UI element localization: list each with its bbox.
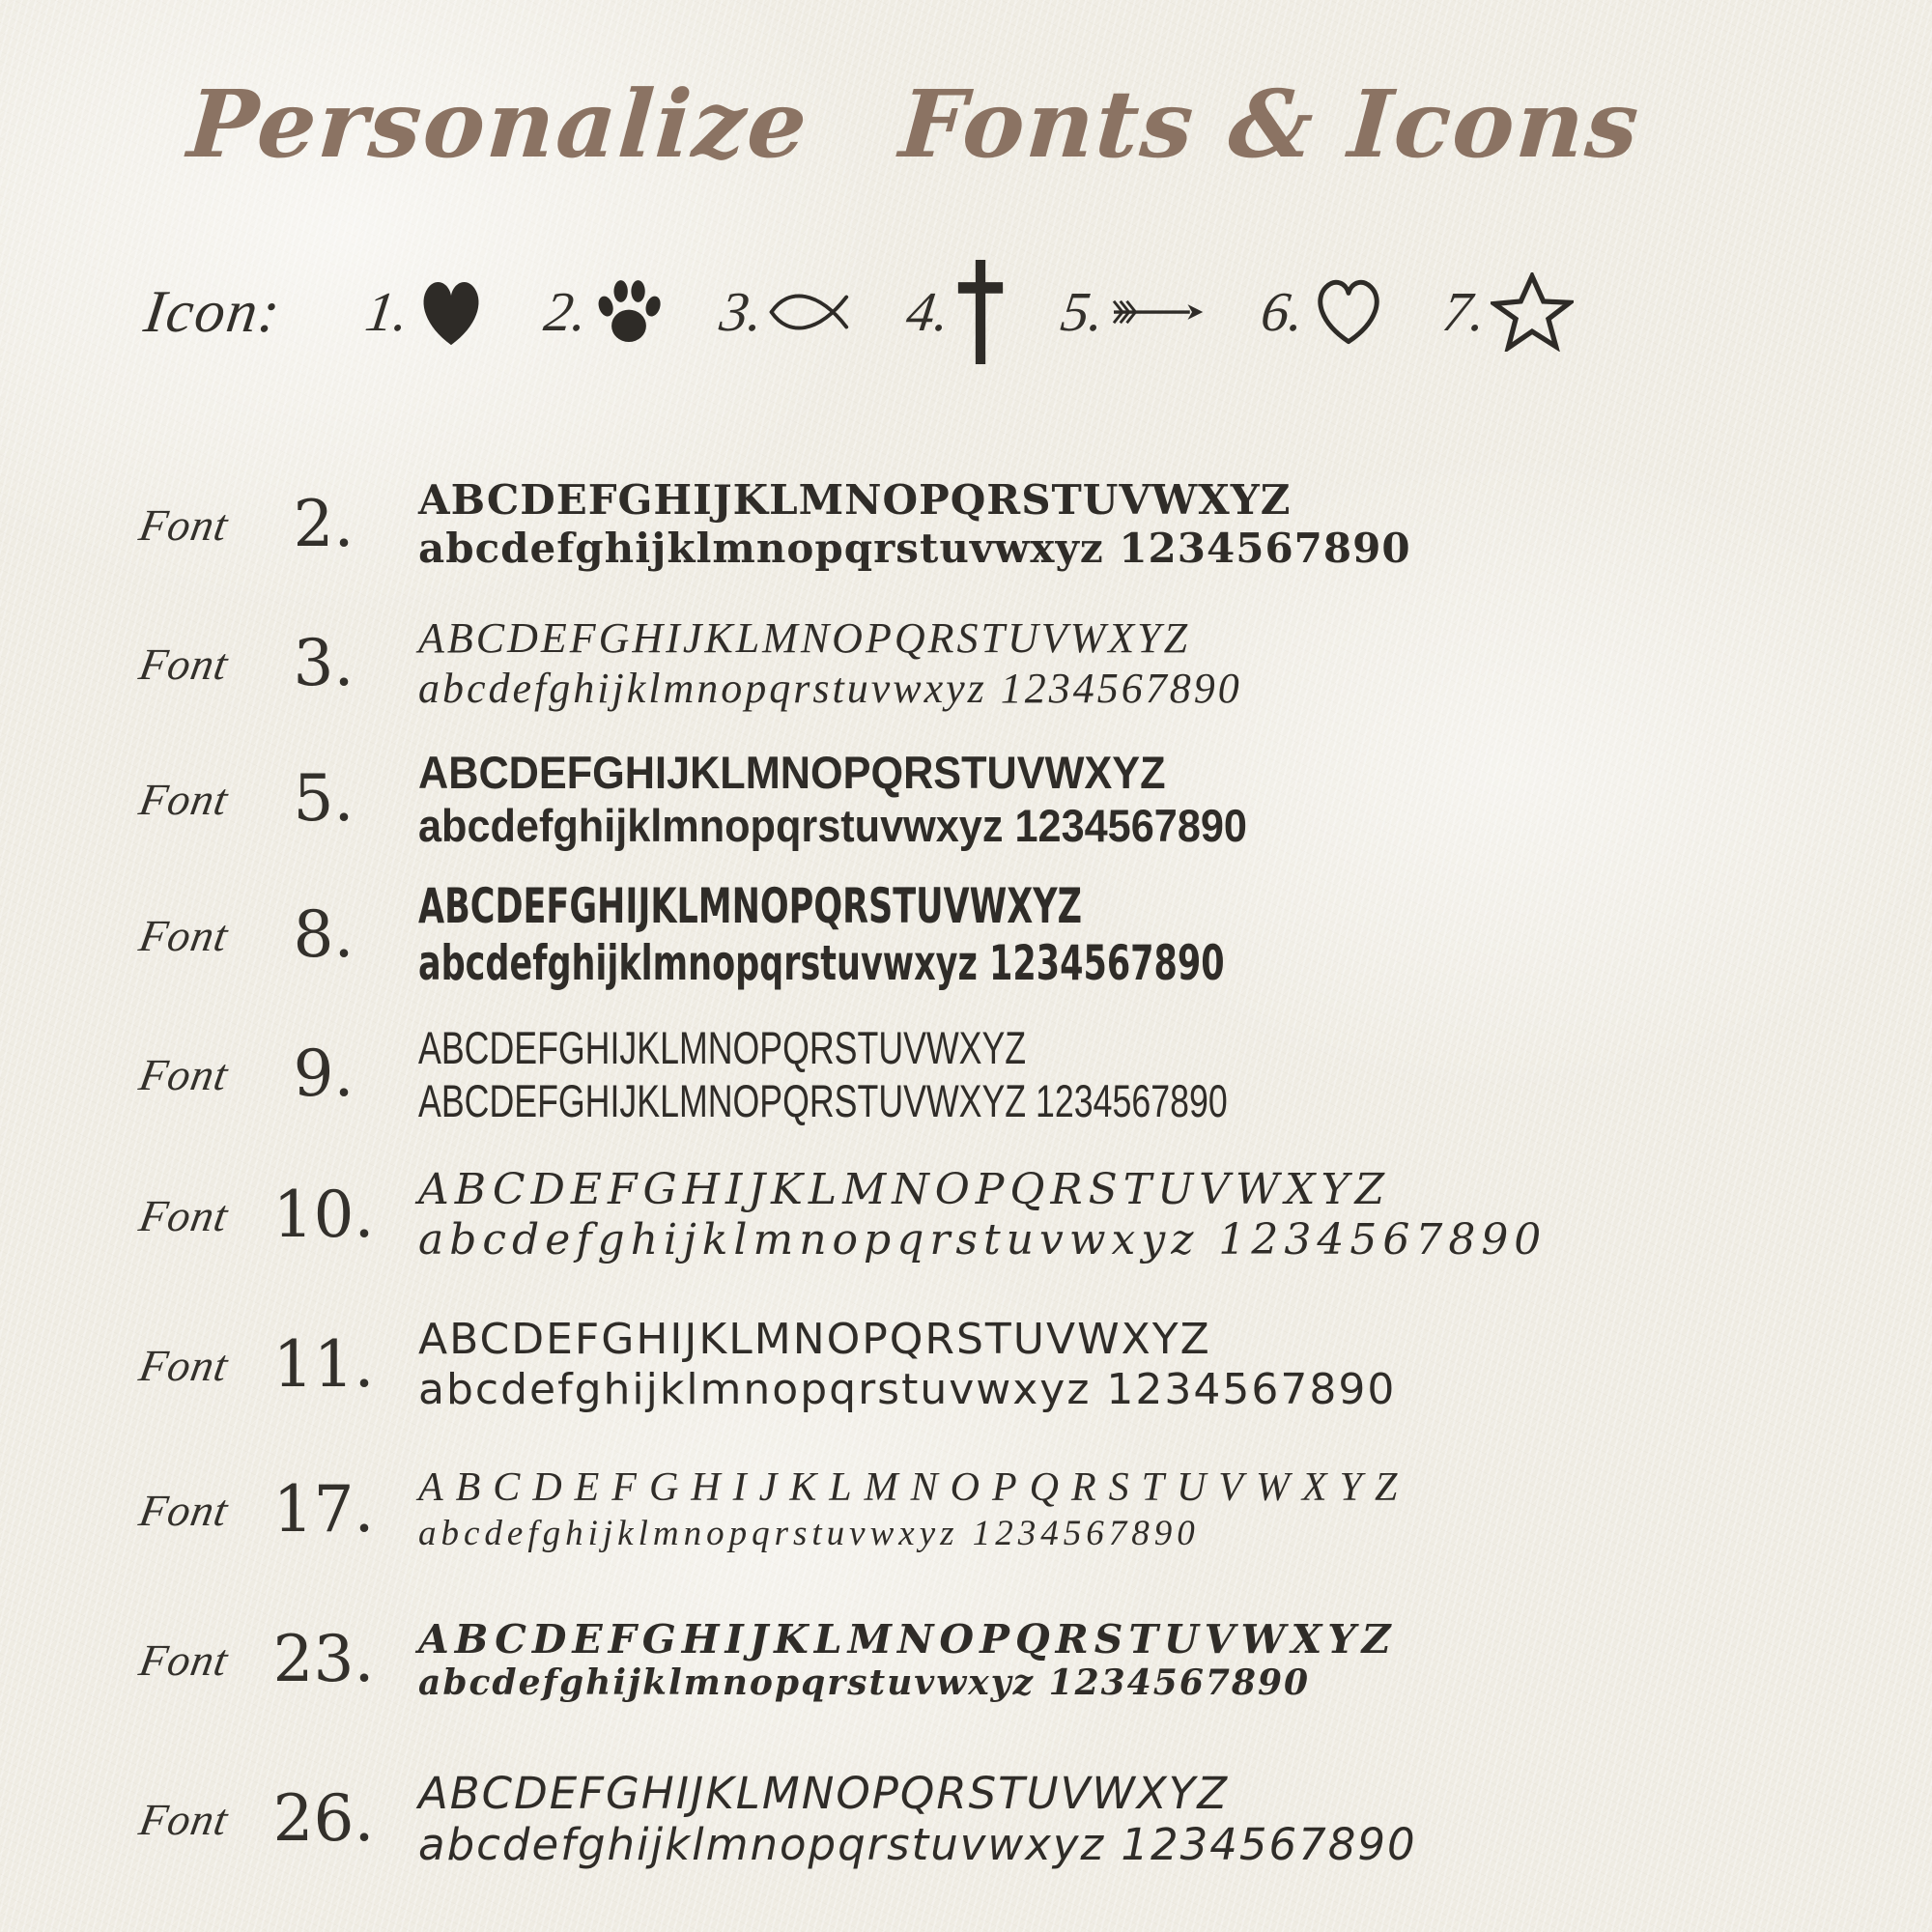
icon-option-6 [1257, 275, 1387, 349]
font-specimen [418, 878, 1570, 992]
font-row-label: Font [135, 910, 233, 960]
specimen-uppercase: ABCDEFGHIJKLMNOPQRSTUVWXYZ [418, 1615, 1397, 1662]
font-row-number: 2. [293, 487, 355, 561]
font-row-number: 23. [272, 1622, 375, 1696]
icon-option-7 [1438, 272, 1575, 352]
specimen-uppercase: ABCDEFGHIJKLMNOPQRSTUVWXYZ [418, 1021, 1027, 1073]
font-row-label: Font [135, 639, 233, 689]
icon-number: 6. [1257, 280, 1309, 343]
page-title-part2: Fonts & Icons [895, 70, 1644, 179]
specimen-uppercase: ABCDEFGHIJKLMNOPQRSTUVWXYZ [418, 878, 1082, 934]
font-row-number: 26. [272, 1781, 375, 1856]
icon-number: 3. [716, 280, 767, 343]
specimen-uppercase: ABCDEFGHIJKLMNOPQRSTUVWXYZ [418, 1165, 1391, 1215]
font-row-number: 11. [272, 1327, 375, 1402]
specimen-uppercase: ABCDEFGHIJKLMNOPQRSTUVWXYZ [418, 614, 1191, 663]
specimen-lowercase: abcdefghijklmnopqrstuvwxyz 1234567890 [418, 1365, 1397, 1414]
font-row-23 [135, 1587, 1908, 1732]
font-specimen [418, 1768, 1417, 1870]
font-row-8 [135, 863, 1908, 1008]
specimen-uppercase: ABCDEFGHIJKLMNOPQRSTUVWXYZ [418, 476, 1292, 525]
font-row-2 [135, 452, 1908, 597]
page-title [185, 70, 1644, 179]
arrow-icon [1109, 295, 1206, 329]
specimen-lowercase: abcdefghijklmnopqrstuvwxyz 1234567890 [418, 1215, 1548, 1264]
font-row-label: Font [135, 1794, 233, 1844]
star-outline-icon [1491, 272, 1574, 352]
specimen-lowercase: abcdefghijklmnopqrstuvwxyz 1234567890 [418, 1662, 1311, 1703]
font-row-label: Font [135, 1190, 233, 1240]
icon-option-3 [716, 280, 852, 343]
font-row-label: Font [135, 1634, 233, 1685]
specimen-lowercase: abcdefghijklmnopqrstuvwxyz 1234567890 [418, 1513, 1200, 1553]
font-row-number: 3. [293, 626, 355, 700]
icon-option-1 [361, 274, 490, 350]
icon-number: 7. [1438, 280, 1490, 343]
font-specimen [418, 476, 1411, 572]
font-row-number: 10. [272, 1178, 375, 1252]
font-row-17 [135, 1437, 1908, 1582]
icon-option-4 [902, 260, 1006, 364]
specimen-uppercase: ABCDEFGHIJKLMNOPQRSTUVWXYZ [418, 1767, 1230, 1819]
cross-icon [955, 260, 1006, 364]
font-row-10 [135, 1143, 1908, 1288]
font-row-label: Font [135, 1340, 233, 1390]
font-row-5 [135, 726, 1908, 871]
heart-outline-icon [1310, 275, 1387, 349]
specimen-uppercase: ABCDEFGHIJKLMNOPQRSTUVWXYZ [418, 746, 1166, 798]
font-row-11 [135, 1293, 1908, 1437]
icon-number: 2. [540, 280, 592, 343]
specimen-lowercase: abcdefghijklmnopqrstuvwxyz 1234567890 [418, 525, 1411, 572]
font-specimen [418, 1021, 1483, 1128]
font-row-number: 9. [293, 1037, 355, 1111]
icon-option-2 [540, 278, 665, 346]
ichthys-fish-icon [768, 289, 851, 335]
specimen-lowercase: abcdefghijklmnopqrstuvwxyz 1234567890 [418, 935, 1225, 991]
specimen-lowercase: abcdefghijklmnopqrstuvwxyz 1234567890 [418, 800, 1247, 851]
specimen-uppercase: ABCDEFGHIJKLMNOPQRSTUVWXYZ [418, 1465, 1410, 1511]
paw-print-icon [593, 278, 665, 346]
icon-options-row [140, 240, 1574, 384]
icon-row-label: Icon: [140, 278, 286, 345]
font-specimen [418, 746, 1320, 853]
heart-filled-icon [413, 274, 489, 350]
font-row-number: 17. [272, 1472, 375, 1547]
specimen-lowercase: abcdefghijklmnopqrstuvwxyz 1234567890 [418, 665, 1242, 712]
font-row-label: Font [135, 1485, 233, 1535]
icon-option-5 [1057, 280, 1207, 343]
font-row-label: Font [135, 1049, 233, 1099]
font-row-3 [135, 591, 1908, 736]
icon-number: 4. [902, 280, 954, 343]
font-specimen [418, 613, 1242, 714]
font-specimen [418, 1165, 1547, 1265]
font-row-number: 5. [293, 761, 355, 836]
font-specimen [418, 1616, 1397, 1704]
font-row-number: 8. [293, 897, 355, 972]
font-row-label: Font [135, 774, 233, 824]
font-row-9 [135, 1002, 1908, 1147]
icon-number: 5. [1057, 280, 1108, 343]
page-title-part1: Personalize [185, 70, 812, 179]
font-specimen [418, 1315, 1396, 1415]
font-specimen [418, 1464, 1409, 1554]
specimen-lowercase: ABCDEFGHIJKLMNOPQRSTUVWXYZ 1234567890 [418, 1075, 1228, 1126]
font-row-26 [135, 1747, 1908, 1891]
font-row-label: Font [135, 499, 233, 550]
specimen-uppercase: ABCDEFGHIJKLMNOPQRSTUVWXYZ [418, 1315, 1211, 1365]
icon-number: 1. [361, 280, 412, 343]
specimen-lowercase: abcdefghijklmnopqrstuvwxyz 1234567890 [418, 1819, 1417, 1870]
